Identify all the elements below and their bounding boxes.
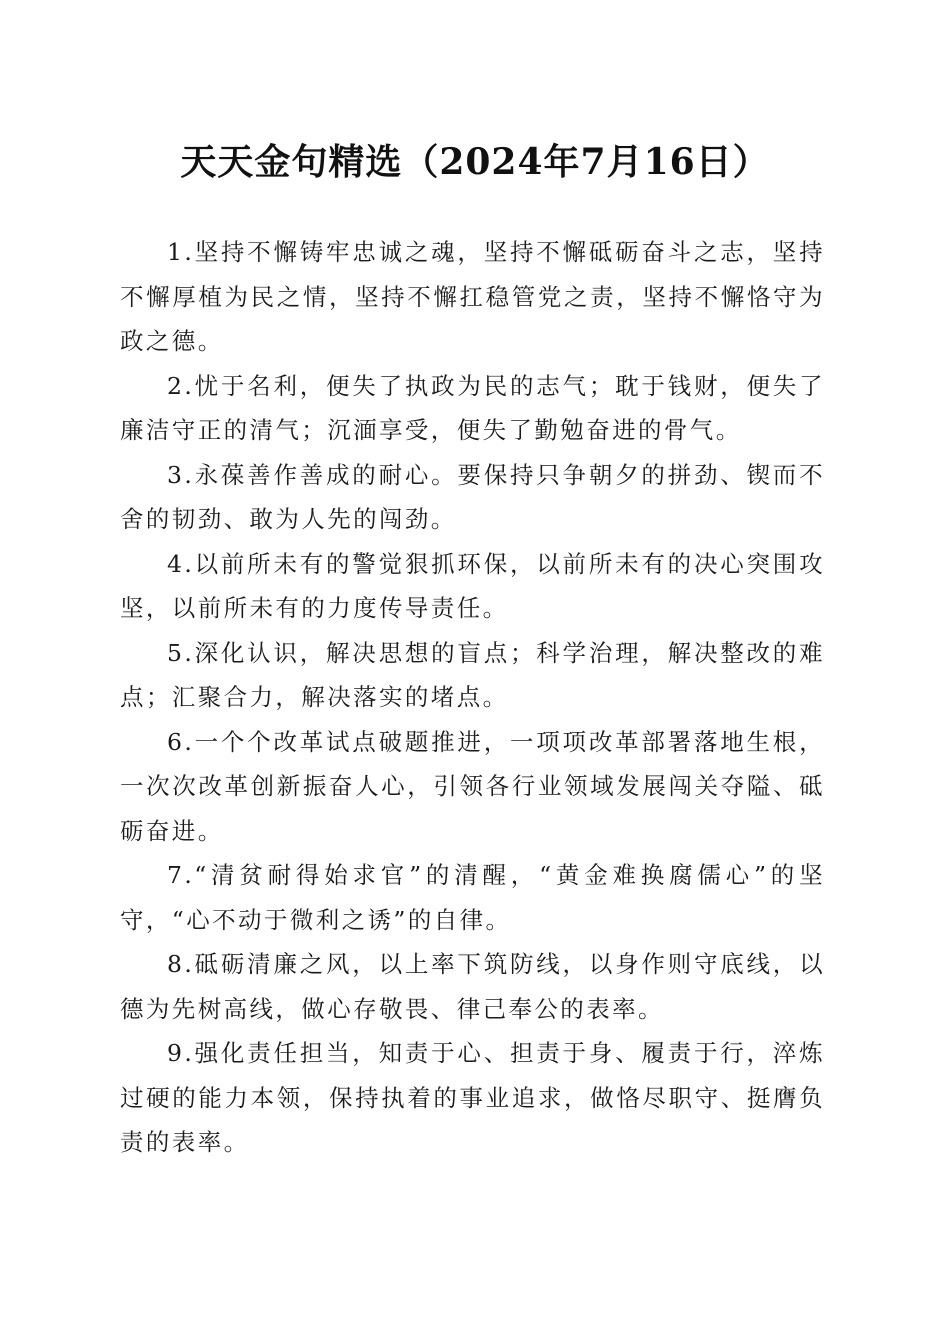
document-title: 天天金句精选（2024年7月16日） (180, 141, 770, 183)
quote-item-4: 4.以前所未有的警觉狠抓环保，以前所未有的决心突围攻坚，以前所未有的力度传导责任。 (120, 549, 825, 622)
quote-item-8: 8.砥砺清廉之风，以上率下筑防线，以身作则守底线，以德为先树高线，做心存敬畏、律己奉公的表率。 (120, 950, 825, 1023)
quote-item-9: 9.强化责任担当，知责于心、担责于身、履责于行，淬炼过硬的能力本领，保持执着的事业追求，做恪尽职守、挺膺负责的表率。 (120, 1039, 825, 1156)
document-body (120, 230, 825, 1165)
quote-item-5: 5.深化认识，解决思想的盲点；科学治理，解决整改的难点；汇聚合力，解决落实的堵点。 (120, 638, 825, 711)
quote-item-6: 6.一个个改革试点破题推进，一项项改革部署落地生根，一次次改革创新振奋人心，引领各行业领域发展闯关夺隘、砥砺奋进。 (120, 727, 825, 845)
quote-item-1: 1.坚持不懈铸牢忠诚之魂，坚持不懈砥砺奋斗之志，坚持不懈厚植为民之情，坚持不懈扛稳管党之责，坚持不懈恪守为政之德。 (120, 238, 825, 355)
quote-item-3: 3.永葆善作善成的耐心。要保持只争朝夕的拼劲、锲而不舍的韧劲、敢为人先的闯劲。 (120, 460, 825, 533)
quote-item-2: 2.忧于名利，便失了执政为民的志气；耽于钱财，便失了廉洁守正的清气；沉湎享受，便失了勤勉奋进的骨气。 (120, 371, 825, 444)
quote-item-7: 7.“清贫耐得始求官”的清醒，“黄金难换腐儒心”的坚守，“心不动于微利之诱”的自律。 (120, 861, 825, 934)
